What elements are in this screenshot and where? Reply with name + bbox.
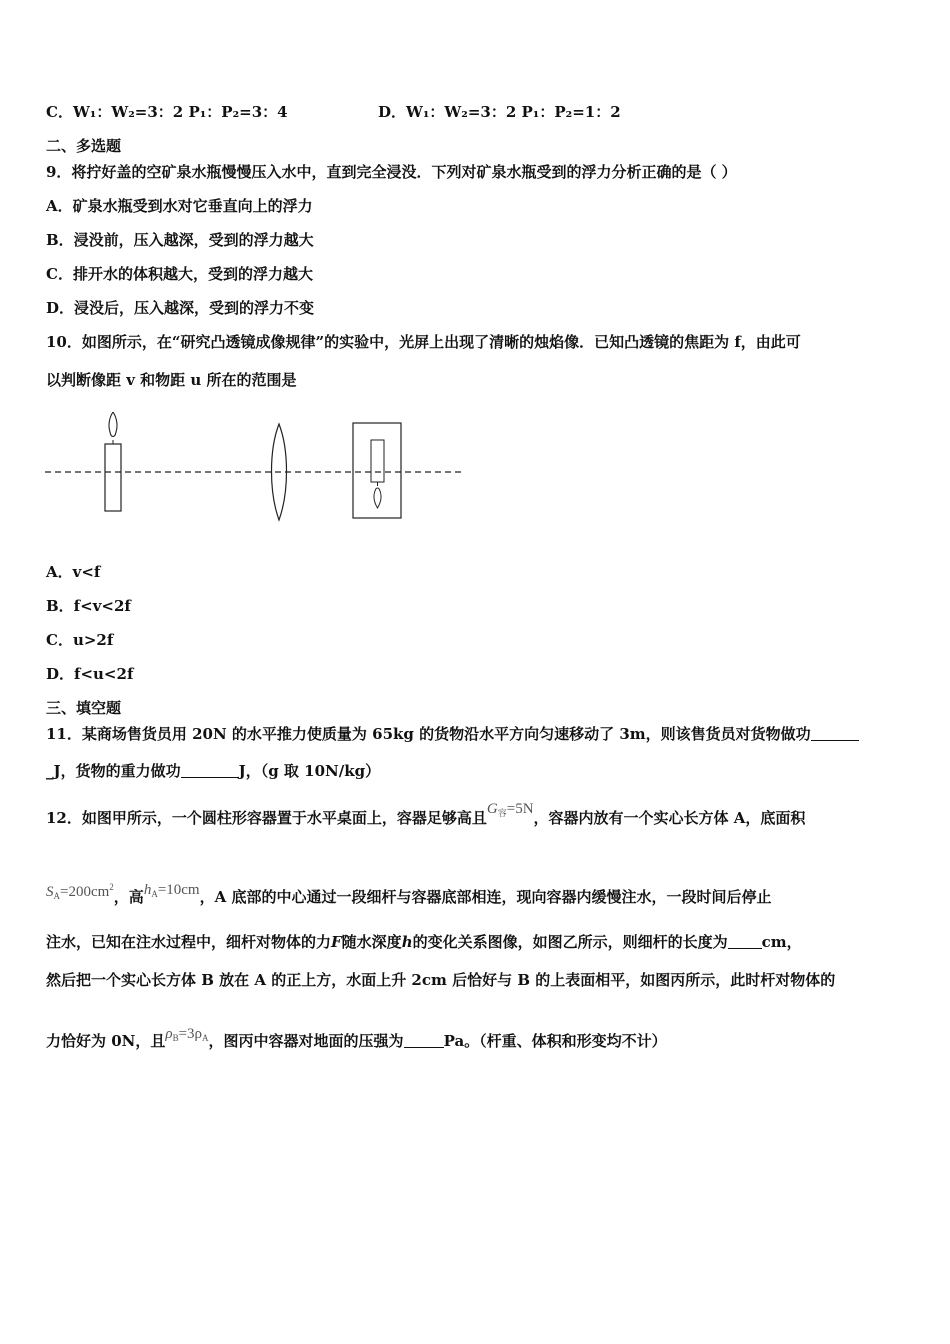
formula-height xyxy=(144,882,200,898)
formula-g-symbol: G xyxy=(486,801,498,817)
formula-rho-b-subscript: B xyxy=(172,1033,179,1043)
q9-option-c: C．排开水的体积越大，受到的浮力越大 xyxy=(46,265,313,283)
formula-g-subscript: 容 xyxy=(497,808,507,818)
q11-line2 xyxy=(46,761,380,781)
q12-depth-symbol: h xyxy=(401,933,413,951)
lens-experiment-diagram xyxy=(40,412,470,527)
formula-s-superscript: 2 xyxy=(109,882,114,892)
q8-option-c xyxy=(46,102,288,122)
formula-h-value: =10cm xyxy=(157,882,200,898)
q10-option-d: D．f<u<2f xyxy=(46,665,134,683)
q12-line3-text-d: cm， xyxy=(761,933,802,951)
formula-container-weight xyxy=(487,801,534,817)
candle xyxy=(105,412,121,511)
q11-line2-text-a: _J，货物的重力做功 xyxy=(46,762,181,780)
inverted-flame-icon xyxy=(374,488,381,508)
section-multi-choice-heading: 二、多选题 xyxy=(46,137,122,155)
q12-line3-text-c: 的变化关系图像，如图乙所示，则细杆的长度为 xyxy=(412,933,728,951)
formula-rho-a-subscript: A xyxy=(202,1033,209,1043)
formula-rho-equation: =3ρ xyxy=(178,1026,203,1042)
q9-option-b: B．浸没前，压入越深，受到的浮力越大 xyxy=(46,231,314,249)
q12-line5-text-c: Pa。（杆重、体积和形变均不计） xyxy=(443,1032,667,1050)
q9-option-a: A．矿泉水瓶受到水对它垂直向上的浮力 xyxy=(46,197,313,215)
q12-line3 xyxy=(46,932,802,952)
section-fill-in-heading: 三、填空题 xyxy=(46,699,122,717)
q12-line2-text-a: ，高 xyxy=(113,888,144,906)
q12-line1-text-b: ，容器内放有一个实心长方体 A，底面积 xyxy=(533,809,806,827)
q10-option-c: C．u>2f xyxy=(46,631,114,649)
formula-rho-b-symbol: ρ xyxy=(165,1026,173,1042)
formula-h-symbol: h xyxy=(143,882,152,898)
q9-stem: 9．将拧好盖的空矿泉水瓶慢慢压入水中，直到完全浸没．下列对矿泉水瓶受到的浮力分析正确的是（ ） xyxy=(46,163,737,181)
q8-option-d xyxy=(378,102,621,122)
q10-stem-line2: 以判断像距 v 和物距 u 所在的范围是 xyxy=(46,371,297,389)
q9-option-d: D．浸没后，压入越深，受到的浮力不变 xyxy=(46,299,315,317)
formula-base-area xyxy=(46,884,114,900)
light-screen xyxy=(353,423,401,518)
q8-option-c-label: C． xyxy=(46,103,73,121)
q10-stem-line1: 10．如图所示，在“研究凸透镜成像规律”的实验中，光屏上出现了清晰的烛焰像．已知凸透镜的焦距为 f，由此可 xyxy=(46,333,801,351)
q10-option-a: A．v<f xyxy=(46,563,101,581)
q11-line2-text-b: J，（g 取 10N/kg） xyxy=(238,762,381,780)
q12-line3-text-a: 注水，已知在注水过程中，细杆对物体的力 xyxy=(46,933,332,951)
q8-option-d-text: W₁：W₂=3：2 P₁：P₂=1：2 xyxy=(406,103,621,121)
candle-flame-icon xyxy=(109,412,117,437)
q11-line1-text: 11．某商场售货员用 20N 的水平推力使质量为 65kg 的货物沿水平方向匀速移动了 3m，则该售货员对货物做功 xyxy=(46,725,811,743)
formula-s-symbol: S xyxy=(46,884,54,900)
formula-density-ratio xyxy=(165,1026,208,1042)
formula-h-subscript: A xyxy=(151,889,158,899)
q11-gravity-work-blank xyxy=(181,763,239,778)
q12-line2-text-b: ，A 底部的中心通过一段细杆与容器底部相连，现向容器内缓慢注水，一段时间后停止 xyxy=(199,888,772,906)
q12-line1 xyxy=(46,801,806,833)
inverted-candle-image xyxy=(371,440,384,482)
q12-line5-text-a: 力恰好为 0N，且 xyxy=(46,1032,166,1050)
q8-option-d-label: D． xyxy=(378,103,407,121)
formula-g-value: =5N xyxy=(506,801,534,817)
q10-option-b: B．f<v<2f xyxy=(46,597,131,615)
q12-rod-length-blank xyxy=(728,934,762,949)
q11-work-blank xyxy=(811,726,859,741)
q12-line5 xyxy=(46,1026,667,1056)
q12-line2 xyxy=(46,883,771,912)
q12-line4: 然后把一个实心长方体 B 放在 A 的正上方，水面上升 2cm 后恰好与 B 的上表面相平，如图丙所示，此时杆对物体的 xyxy=(46,971,836,989)
q12-force-symbol: F xyxy=(331,933,342,951)
formula-s-value: =200cm xyxy=(60,884,110,900)
q12-line5-text-b: ，图丙中容器对地面的压强为 xyxy=(208,1032,404,1050)
formula-s-subscript: A xyxy=(53,891,60,901)
q12-pressure-blank xyxy=(404,1033,444,1048)
q12-line3-text-b: 随水深度 xyxy=(341,933,402,951)
q8-option-c-text: W₁：W₂=3：2 P₁：P₂=3：4 xyxy=(72,103,288,121)
q12-line1-text-a: 12．如图甲所示，一个圆柱形容器置于水平桌面上，容器足够高且 xyxy=(46,809,487,827)
q11-line1 xyxy=(46,724,859,744)
